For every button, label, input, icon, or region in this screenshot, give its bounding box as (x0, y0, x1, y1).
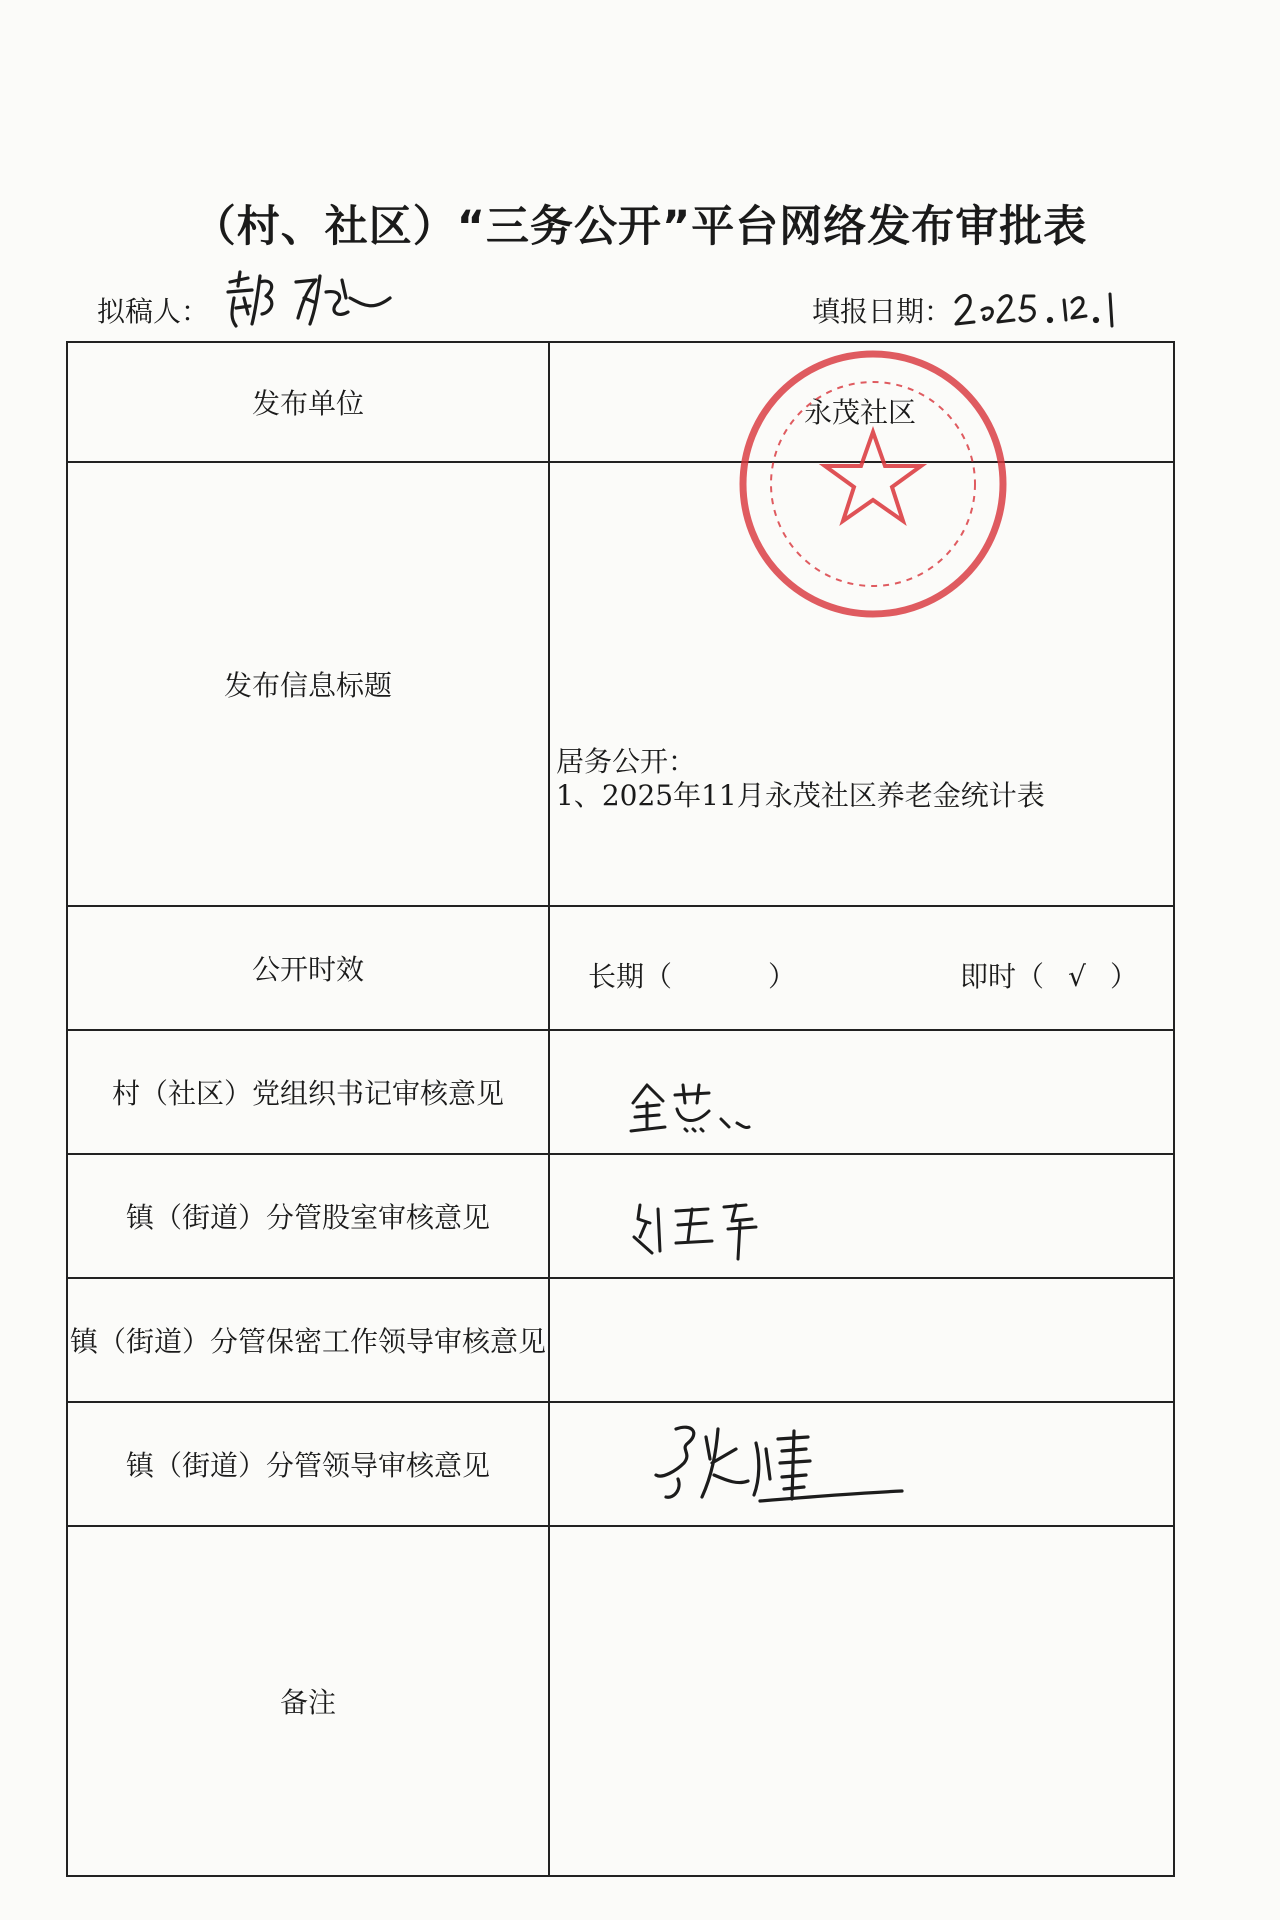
party-secretary-signature (625, 1079, 765, 1139)
confidential-leader-label: 镇（街道）分管保密工作领导审核意见 (67, 1278, 549, 1402)
division-office-label: 镇（街道）分管股室审核意见 (67, 1154, 549, 1278)
table-row (67, 906, 1174, 1030)
instant-option (960, 955, 1140, 995)
page-title: （村、社区）“三务公开”平台网络发布审批表 (192, 202, 1088, 252)
info-title-line-2: 1、2025年11月永茂社区养老金统计表 (556, 779, 1045, 812)
table-row (67, 462, 1174, 906)
table-row (67, 1154, 1174, 1278)
info-title-line-1: 居务公开： (556, 745, 697, 778)
drafter-label: 拟稿人： (97, 295, 210, 328)
table-row (67, 1030, 1174, 1154)
validity-label: 公开时效 (67, 906, 549, 1030)
division-leader-label: 镇（街道）分管领导审核意见 (67, 1402, 549, 1526)
validity-cell (549, 906, 1174, 1030)
instant-label: 即时（ (960, 960, 1045, 993)
info-title-text (556, 745, 1045, 813)
confidential-leader-cell (549, 1278, 1174, 1402)
drafter-signature (222, 268, 402, 340)
table-row (67, 342, 1174, 462)
table-row (67, 1278, 1174, 1402)
info-title-label: 发布信息标题 (67, 462, 549, 906)
date-label: 填报日期： (812, 295, 953, 328)
instant-check-mark: √ (1068, 960, 1086, 993)
division-office-cell (549, 1154, 1174, 1278)
division-office-signature (628, 1197, 768, 1267)
publish-unit-value: 永茂社区 (804, 396, 917, 429)
info-title-cell (549, 462, 1174, 906)
instant-close: ） (1110, 960, 1139, 993)
remarks-cell (549, 1526, 1174, 1876)
party-secretary-cell (549, 1030, 1174, 1154)
table-row (67, 1526, 1174, 1876)
approval-table (66, 341, 1175, 1877)
division-leader-cell (549, 1402, 1174, 1526)
remarks-label: 备注 (67, 1526, 549, 1876)
publish-unit-cell (549, 342, 1174, 462)
division-leader-signature (648, 1419, 908, 1519)
long-term-label: 长期（ (588, 960, 673, 993)
party-secretary-label: 村（社区）党组织书记审核意见 (67, 1030, 549, 1154)
table-row (67, 1402, 1174, 1526)
publish-unit-label: 发布单位 (67, 342, 549, 462)
filled-date-handwriting (952, 286, 1122, 332)
long-term-close: ） (768, 960, 797, 993)
long-term-option (588, 955, 798, 995)
